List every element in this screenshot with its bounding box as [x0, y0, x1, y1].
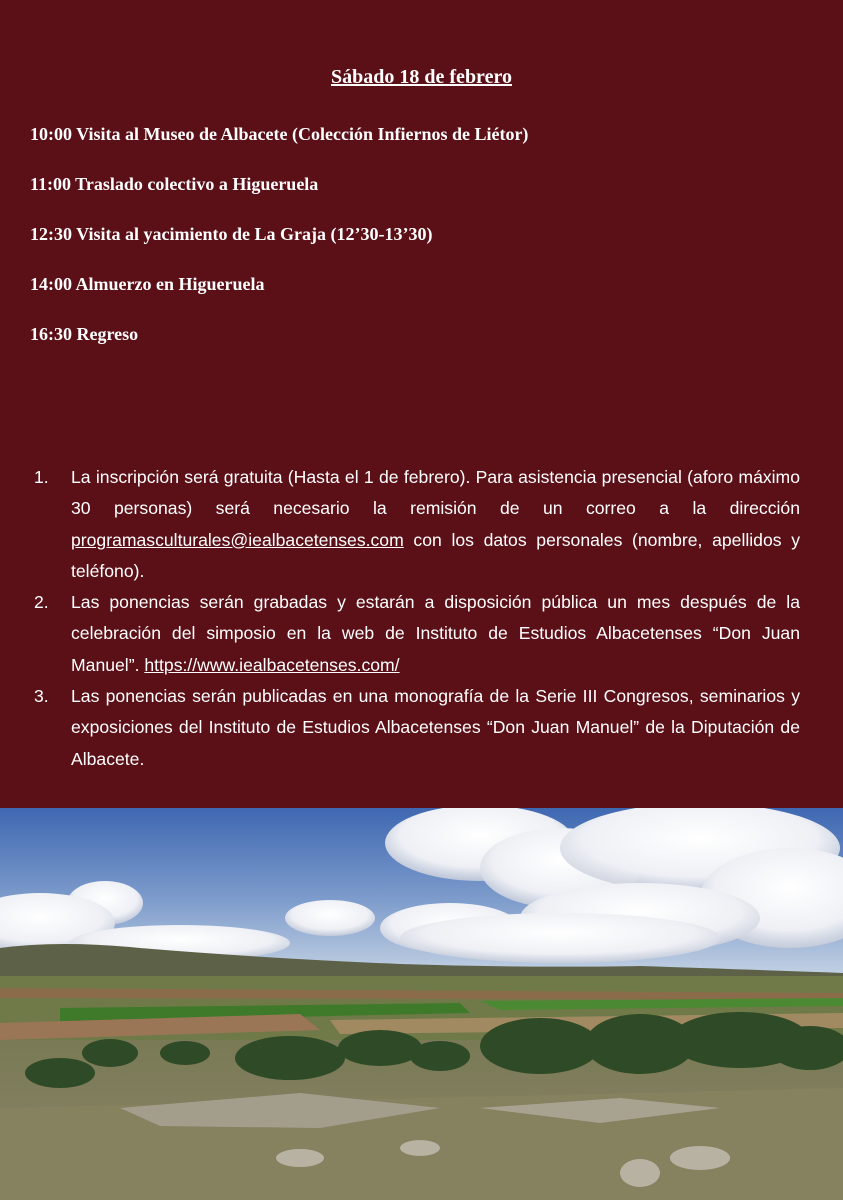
email-link[interactable]: programasculturales@iealbacetenses.com [71, 529, 404, 550]
note-item [34, 587, 800, 681]
schedule-item: 14:00 Almuerzo en Higueruela [30, 274, 265, 294]
note-text: Las ponencias serán publicadas en una monografía de la Serie III Congresos, seminarios y exposiciones del Instituto de Estudios Albacetenses “Don Juan Manuel” de la Diputación de Albacete. [71, 686, 800, 769]
note-number: 1. [34, 467, 49, 487]
note-item [34, 462, 800, 587]
schedule-item: 12:30 Visita al yacimiento de La Graja (12’30-13’30) [30, 224, 433, 244]
note-text: con los datos personales (nombre, apellidos y teléfono). [71, 529, 800, 581]
day-title: Sábado 18 de febrero [331, 66, 512, 88]
schedule-item: 10:00 Visita al Museo de Albacete (Colección Infiernos de Liétor) [30, 124, 529, 144]
schedule-item: 11:00 Traslado colectivo a Higueruela [30, 174, 319, 194]
note-item [34, 681, 800, 775]
notes-list [34, 462, 800, 775]
note-number: 2. [34, 592, 49, 613]
landscape-photo [0, 808, 843, 1200]
note-text: La inscripción será gratuita (Hasta el 1 de febrero). Para asistencia presencial (aforo máximo 30 personas) será necesario la remisión de un correo a la dirección [71, 467, 800, 519]
schedule-item: 16:30 Regreso [30, 324, 139, 344]
note-text: Las ponencias serán grabadas y estarán a disposición pública un mes después de la celebración del simposio en la web de Instituto de Estudios Albacetenses “Don Juan Manuel”. [71, 592, 800, 675]
website-link[interactable]: https://www.iealbacetenses.com/ [144, 654, 400, 675]
note-number: 3. [34, 686, 49, 707]
program-section [0, 0, 843, 430]
